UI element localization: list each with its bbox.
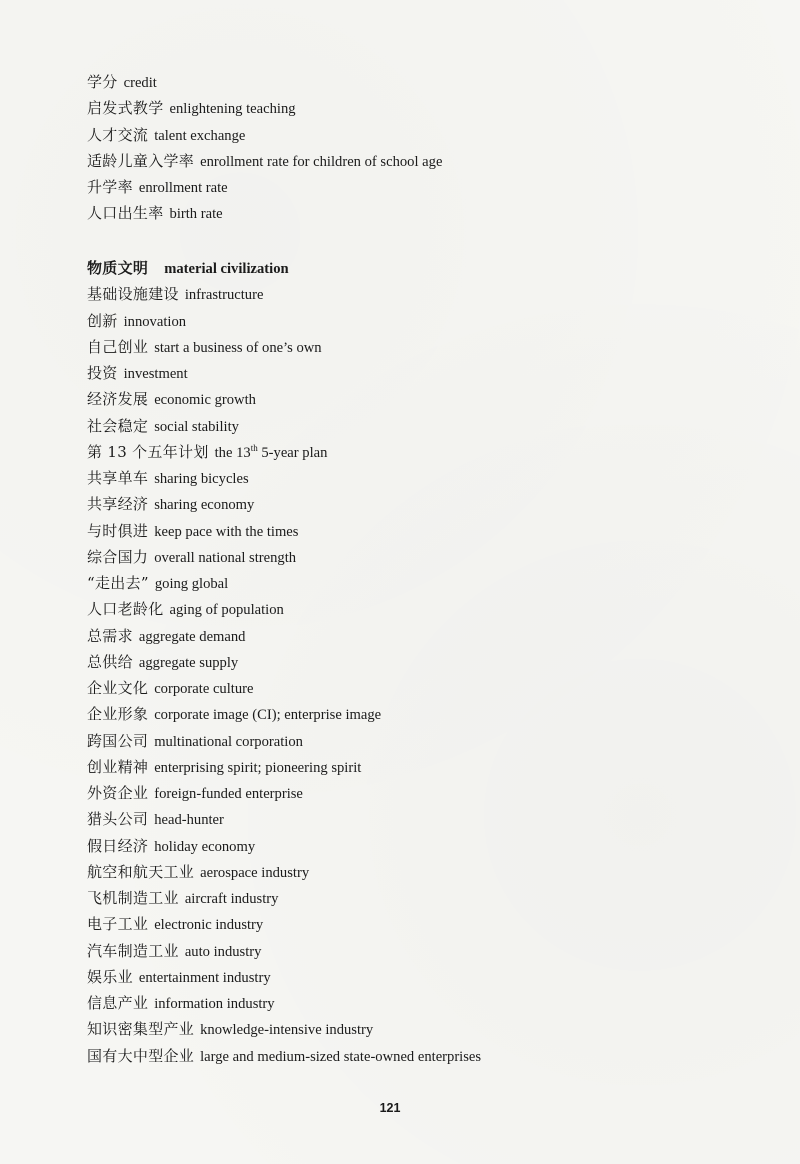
entry-chinese-term: 电子工业 bbox=[87, 915, 149, 934]
entry-chinese-term: 基础设施建设 bbox=[87, 285, 179, 304]
glossary-entry bbox=[87, 491, 777, 517]
entry-chinese-term: 跨国公司 bbox=[87, 731, 149, 750]
glossary-entry bbox=[87, 859, 777, 885]
entry-chinese-term: 自己创业 bbox=[87, 337, 149, 356]
glossary-entry bbox=[87, 990, 777, 1016]
glossary-entry bbox=[87, 623, 777, 649]
entry-english-term: large and medium-sized state-owned enterprises bbox=[200, 1048, 482, 1065]
entry-english-superscript: th bbox=[250, 442, 258, 453]
glossary-heading-entry bbox=[87, 255, 777, 281]
entry-english-term: social stability bbox=[154, 418, 239, 435]
entry-english-term: sharing bicycles bbox=[154, 471, 249, 487]
entry-english-term: birth rate bbox=[169, 206, 223, 223]
entry-english-term: enrollment rate bbox=[138, 180, 228, 196]
glossary-entry bbox=[87, 806, 777, 832]
entry-english-term: sharing economy bbox=[154, 497, 255, 514]
glossary-entry bbox=[87, 1016, 777, 1042]
entry-chinese-term: 总需求 bbox=[87, 626, 133, 645]
entry-chinese-term: 假日经济 bbox=[87, 836, 149, 855]
glossary-entry bbox=[87, 596, 777, 622]
entry-english-term: corporate culture bbox=[154, 681, 254, 697]
glossary-entry bbox=[87, 518, 777, 544]
entry-english-term: economic growth bbox=[154, 392, 256, 409]
entry-chinese-term: 升学率 bbox=[87, 178, 133, 196]
glossary-section-education bbox=[87, 69, 777, 227]
entry-english-term: enlightening teaching bbox=[169, 101, 296, 118]
entry-chinese-term: 知识密集型产业 bbox=[87, 1020, 195, 1039]
entry-english-term: aerospace industry bbox=[200, 864, 310, 881]
glossary-entry bbox=[87, 1043, 777, 1069]
glossary-entry bbox=[87, 649, 777, 675]
glossary-entry bbox=[87, 701, 777, 727]
entry-chinese-term: 人才交流 bbox=[87, 125, 149, 144]
entry-english-term: infrastructure bbox=[184, 287, 264, 304]
entry-english-term-continued: 5-year plan bbox=[257, 444, 328, 461]
glossary-entry bbox=[87, 308, 777, 334]
entry-english-term: knowledge-intensive industry bbox=[200, 1022, 374, 1039]
entry-chinese-term: 企业形象 bbox=[87, 705, 149, 724]
entry-english-term: enrollment rate for children of school age bbox=[200, 153, 443, 170]
glossary-section-economy bbox=[87, 255, 777, 1069]
entry-english-term: holiday economy bbox=[154, 838, 256, 855]
glossary-entry bbox=[87, 964, 777, 990]
glossary-entry bbox=[87, 911, 777, 937]
entry-english-term: start a business of one’s own bbox=[154, 339, 322, 356]
entry-english-term: credit bbox=[123, 75, 157, 91]
entry-english-term: aging of population bbox=[169, 602, 284, 619]
entry-chinese-term: 飞机制造工业 bbox=[87, 889, 179, 907]
entry-chinese-term: 经济发展 bbox=[87, 390, 149, 409]
entry-english-term: multinational corporation bbox=[154, 733, 303, 750]
entry-chinese-term: 与时俱进 bbox=[87, 521, 149, 540]
entry-chinese-term: 总供给 bbox=[87, 652, 133, 671]
entry-chinese-term: 航空和航天工业 bbox=[87, 862, 195, 881]
glossary-entry bbox=[87, 122, 777, 148]
glossary-entry bbox=[87, 465, 777, 491]
page-number: 121 bbox=[379, 1101, 401, 1115]
entry-english-term: electronic industry bbox=[154, 917, 264, 934]
glossary-entry bbox=[87, 360, 777, 386]
glossary-entry bbox=[87, 200, 777, 226]
entry-chinese-term: 汽车制造工业 bbox=[87, 941, 179, 960]
entry-english-term: keep pace with the times bbox=[154, 523, 299, 540]
glossary-entry bbox=[87, 544, 777, 570]
glossary-entry bbox=[87, 95, 777, 121]
entry-chinese-term: 创新 bbox=[87, 311, 118, 330]
entry-english-term: investment bbox=[123, 366, 188, 382]
entry-english-term: going global bbox=[154, 576, 229, 592]
entry-chinese-term: 信息产业 bbox=[87, 994, 149, 1012]
entry-chinese-term: 学分 bbox=[87, 73, 118, 91]
entry-english-term: overall national strength bbox=[154, 549, 297, 566]
entry-english-term: foreign-funded enterprise bbox=[154, 786, 303, 802]
entry-chinese-term: 企业文化 bbox=[87, 679, 149, 697]
entry-chinese-term: 适龄儿童入学率 bbox=[87, 151, 195, 170]
glossary-entry bbox=[87, 334, 777, 360]
entry-english-term: talent exchange bbox=[154, 127, 246, 144]
entry-chinese-term: 娱乐业 bbox=[87, 967, 133, 986]
entry-chinese-term: 启发式教学 bbox=[87, 99, 164, 118]
glossary-entry bbox=[87, 885, 777, 911]
entry-english-term: innovation bbox=[123, 313, 187, 330]
entry-chinese-term: 社会稳定 bbox=[87, 416, 149, 435]
entry-english-term: entertainment industry bbox=[138, 969, 271, 986]
entry-english-term: information industry bbox=[154, 996, 275, 1012]
glossary-entry bbox=[87, 754, 777, 780]
glossary-entry bbox=[87, 386, 777, 412]
entry-chinese-term: 第 13 个五年计划 bbox=[87, 442, 209, 461]
entry-chinese-term: 人口出生率 bbox=[87, 204, 164, 223]
entry-english-term: aggregate demand bbox=[138, 628, 246, 645]
entry-chinese-term: “走出去” bbox=[87, 574, 149, 592]
entry-english-term: aggregate supply bbox=[138, 654, 239, 671]
entry-english-term: material civilization bbox=[164, 261, 289, 277]
glossary-entry bbox=[87, 439, 777, 465]
entry-chinese-term: 投资 bbox=[87, 364, 118, 382]
entry-chinese-term: 综合国力 bbox=[87, 547, 149, 566]
glossary-entry bbox=[87, 833, 777, 859]
entry-chinese-term: 人口老龄化 bbox=[87, 600, 164, 619]
glossary-entry bbox=[87, 281, 777, 307]
entry-english-term: head-hunter bbox=[154, 812, 224, 829]
glossary-entry bbox=[87, 69, 777, 95]
entry-english-term: the 13 bbox=[214, 444, 251, 461]
glossary-entry bbox=[87, 728, 777, 754]
entry-chinese-term: 共享经济 bbox=[87, 495, 149, 514]
entry-chinese-term: 物质文明 bbox=[87, 259, 149, 277]
entry-english-term: auto industry bbox=[184, 943, 262, 960]
glossary-entry bbox=[87, 675, 777, 701]
glossary-entry bbox=[87, 413, 777, 439]
entry-english-term: corporate image (CI); enterprise image bbox=[154, 707, 382, 724]
entry-chinese-term: 创业精神 bbox=[87, 757, 149, 776]
entry-english-term: enterprising spirit; pioneering spirit bbox=[154, 759, 362, 776]
glossary-entry bbox=[87, 174, 777, 200]
entry-chinese-term: 外资企业 bbox=[87, 784, 149, 802]
entry-english-term: aircraft industry bbox=[184, 891, 279, 907]
glossary-entry bbox=[87, 780, 777, 806]
glossary-entry bbox=[87, 148, 777, 174]
entry-chinese-term: 共享单车 bbox=[87, 469, 149, 487]
entry-chinese-term: 猎头公司 bbox=[87, 810, 149, 829]
entry-chinese-term: 国有大中型企业 bbox=[87, 1046, 195, 1065]
glossary-entry bbox=[87, 938, 777, 964]
glossary-entry bbox=[87, 570, 777, 596]
